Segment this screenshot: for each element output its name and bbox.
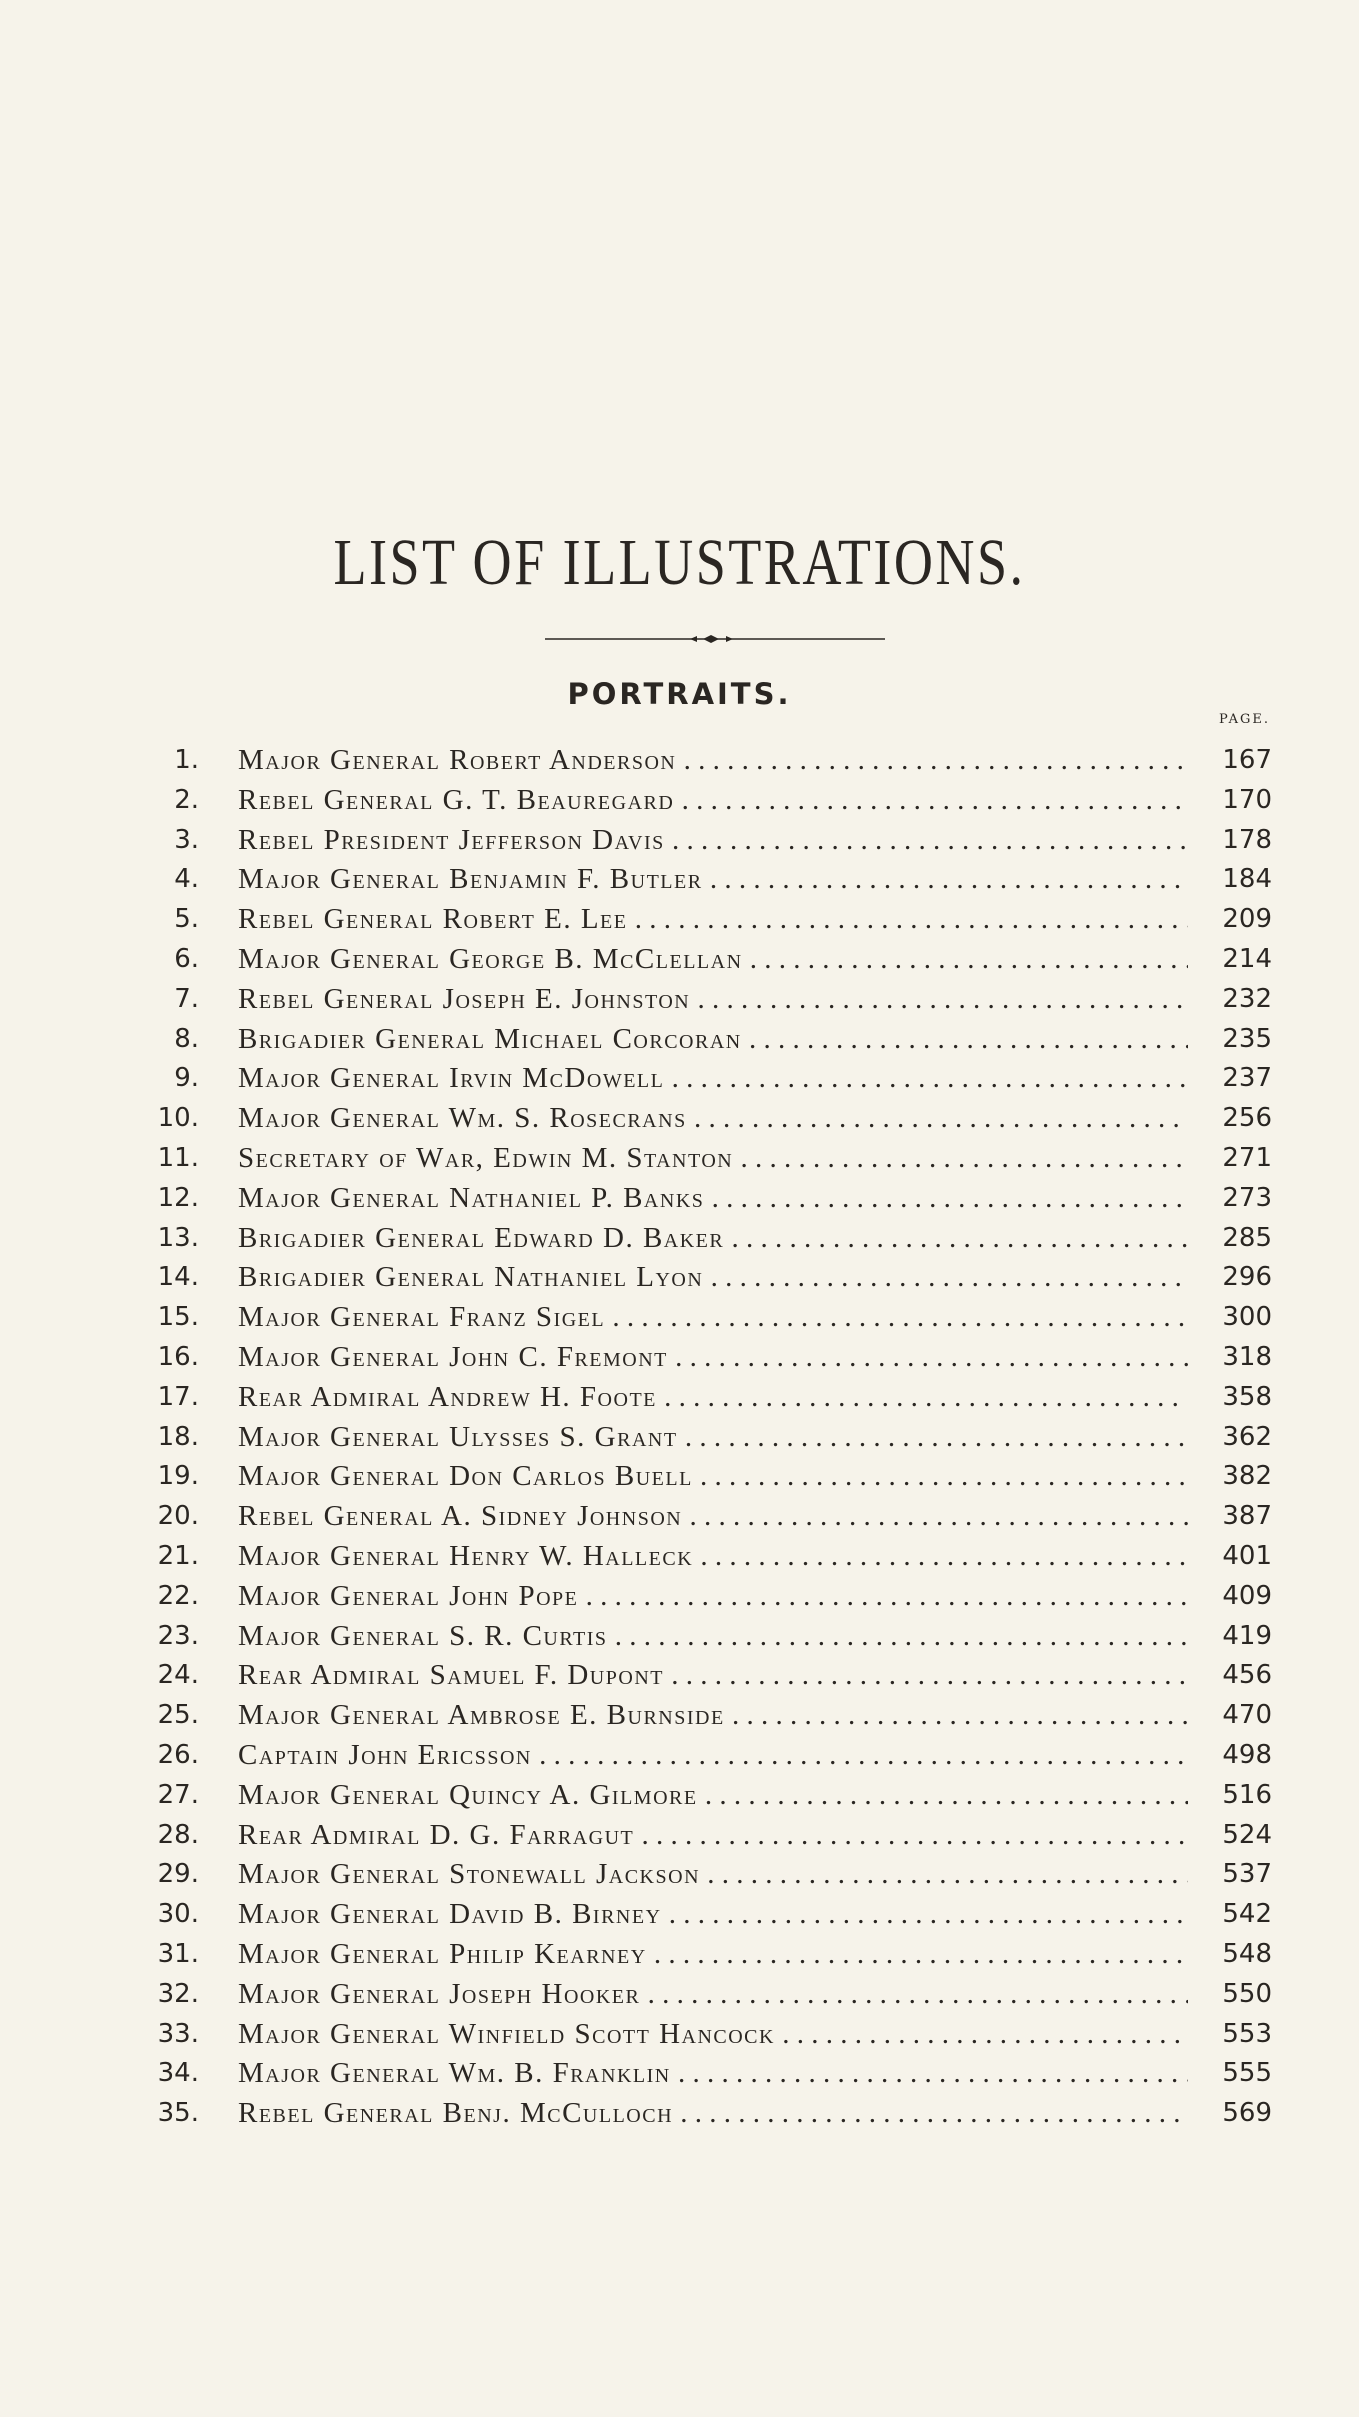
entry-number: 27. [157,1779,199,1810]
entry-page-number: 419 [1198,1617,1272,1657]
entry-title: Major General Nathaniel P. Banks . . . [238,1179,1188,1219]
entry-page-number: 167 [1198,741,1272,781]
entry-title: Major General Benjamin F. Butler . . . [238,860,1188,900]
list-item [0,821,1359,861]
list-item [0,781,1359,821]
list-item [0,1656,1359,1696]
list-item [0,1855,1359,1895]
entry-page-number: 569 [1198,2094,1272,2134]
list-item [0,2094,1359,2134]
entry-page-number: 209 [1198,900,1272,940]
entry-page-number: 498 [1198,1736,1272,1776]
entry-title: Major General Franz Sigel . . . [238,1298,1188,1338]
ornament-divider [545,633,885,645]
entry-number: 16. [157,1341,199,1372]
entry-title: Major General Henry W. Halleck . . . [238,1537,1188,1577]
entry-page-number: 456 [1198,1656,1272,1696]
entry-page-number: 184 [1198,860,1272,900]
entry-number: 12. [157,1182,199,1213]
entry-number: 3. [174,824,199,855]
entry-page-number: 409 [1198,1577,1272,1617]
entry-title: Rebel President Jefferson Davis . . . [238,821,1188,861]
entry-title: Major General Philip Kearney . . . [238,1935,1188,1975]
list-item [0,1497,1359,1537]
entry-page-number: 387 [1198,1497,1272,1537]
entry-page-number: 273 [1198,1179,1272,1219]
entry-page-number: 401 [1198,1537,1272,1577]
entry-title: Major General S. R. Curtis . . . [238,1617,1188,1657]
entry-page-number: 235 [1198,1020,1272,1060]
entry-page-number: 170 [1198,781,1272,821]
list-item [0,1816,1359,1856]
list-item [0,1736,1359,1776]
entry-title: Major General Robert Anderson . . . [238,741,1188,781]
list-item [0,1696,1359,1736]
entry-title: Rear Admiral D. G. Farragut . . . [238,1816,1188,1856]
entry-title: Major General Stonewall Jackson . . . [238,1855,1188,1895]
list-item [0,1020,1359,1060]
list-item [0,1537,1359,1577]
entry-page-number: 358 [1198,1378,1272,1418]
entry-title: Major General George B. McClellan . . . [238,940,1188,980]
entry-page-number: 256 [1198,1099,1272,1139]
entry-number: 35. [157,2098,199,2129]
entry-title: Major General Ambrose E. Burnside . . . [238,1696,1188,1736]
list-item [0,980,1359,1020]
list-item [0,940,1359,980]
entry-title: Secretary of War, Edwin M. Stanton . . . [238,1139,1188,1179]
list-item [0,1617,1359,1657]
entry-number: 29. [157,1859,199,1890]
entry-number: 21. [157,1540,199,1571]
list-item [0,900,1359,940]
entry-number: 26. [157,1739,199,1770]
list-item [0,1298,1359,1338]
entry-page-number: 542 [1198,1895,1272,1935]
entry-number: 33. [157,2018,199,2049]
entry-page-number: 232 [1198,980,1272,1020]
entry-page-number: 271 [1198,1139,1272,1179]
list-item [0,1258,1359,1298]
entry-page-number: 550 [1198,1975,1272,2015]
section-heading: PORTRAITS. [567,677,792,711]
entry-title: Major General Joseph Hooker . . . [238,1975,1188,2015]
entry-page-number: 214 [1198,940,1272,980]
entry-number: 20. [157,1501,199,1532]
entry-page-number: 285 [1198,1219,1272,1259]
entry-title: Major General Winfield Scott Hancock . . . [238,2015,1188,2055]
entry-number: 31. [157,1938,199,1969]
list-item [0,1577,1359,1617]
entry-number: 23. [157,1620,199,1651]
list-item [0,1935,1359,1975]
entry-page-number: 548 [1198,1935,1272,1975]
entry-number: 1. [174,745,199,775]
entry-page-number: 524 [1198,1816,1272,1856]
entry-page-number: 516 [1198,1776,1272,1816]
entry-title: Major General Wm. B. Franklin . . . [238,2054,1188,2094]
entry-number: 6. [174,943,199,974]
entry-page-number: 470 [1198,1696,1272,1736]
list-item [0,1179,1359,1219]
entry-number: 15. [157,1302,199,1333]
list-item [0,1219,1359,1259]
list-item [0,1338,1359,1378]
entry-title: Rear Admiral Andrew H. Foote . . . [238,1378,1188,1418]
entry-number: 22. [157,1580,199,1611]
entry-title: Rear Admiral Samuel F. Dupont . . . [238,1656,1188,1696]
entry-title: Rebel General Joseph E. Johnston . . . [238,980,1188,1020]
entry-number: 19. [157,1461,199,1492]
list-item [0,1895,1359,1935]
entry-title: Captain John Ericsson . . . [238,1736,1188,1776]
list-item [0,1975,1359,2015]
entry-number: 30. [157,1899,199,1930]
entry-title: Brigadier General Nathaniel Lyon . . . [238,1258,1188,1298]
entry-number: 11. [157,1142,199,1173]
entry-title: Rebel General Benj. McCulloch . . . [238,2094,1188,2134]
entry-number: 7. [174,983,199,1014]
entry-title: Brigadier General Michael Corcoran . . . [238,1020,1188,1060]
entry-title: Major General Wm. S. Rosecrans . . . [238,1099,1188,1139]
entry-title: Major General Ulysses S. Grant . . . [238,1418,1188,1458]
entry-page-number: 555 [1198,2054,1272,2094]
entry-number: 13. [157,1222,199,1253]
list-item [0,1457,1359,1497]
entry-number: 25. [157,1700,199,1731]
entry-page-number: 553 [1198,2015,1272,2055]
entry-number: 34. [157,2058,199,2089]
entry-page-number: 537 [1198,1855,1272,1895]
entry-number: 4. [174,864,199,895]
entry-title: Major General Irvin McDowell . . . [238,1059,1188,1099]
entry-number: 14. [157,1262,199,1293]
page-column-heading: PAGE. [1219,712,1270,727]
list-item [0,1139,1359,1179]
entry-page-number: 178 [1198,821,1272,861]
entry-page-number: 300 [1198,1298,1272,1338]
list-item [0,741,1359,781]
entry-title: Rebel General G. T. Beauregard . . . [238,781,1188,821]
list-item [0,1776,1359,1816]
entry-title: Rebel General A. Sidney Johnson . . . [238,1497,1188,1537]
list-item [0,1378,1359,1418]
entry-title: Major General Don Carlos Buell . . . [238,1457,1188,1497]
illustration-list [0,741,1359,2134]
list-item [0,1099,1359,1139]
entry-title: Major General John Pope . . . [238,1577,1188,1617]
entry-page-number: 382 [1198,1457,1272,1497]
entry-number: 32. [157,1978,199,2009]
entry-page-number: 237 [1198,1059,1272,1099]
entry-title: Rebel General Robert E. Lee . . . [238,900,1188,940]
page-title: LIST OF ILLUSTRATIONS. [333,526,1026,599]
entry-page-number: 318 [1198,1338,1272,1378]
entry-title: Major General Quincy A. Gilmore . . . [238,1776,1188,1816]
entry-number: 18. [157,1421,199,1452]
entry-number: 5. [174,904,199,935]
entry-title: Brigadier General Edward D. Baker . . . [238,1219,1188,1259]
entry-number: 17. [157,1381,199,1412]
entry-number: 9. [174,1063,199,1094]
entry-page-number: 362 [1198,1418,1272,1458]
entry-page-number: 296 [1198,1258,1272,1298]
entry-number: 24. [157,1660,199,1691]
list-item [0,2054,1359,2094]
entry-number: 10. [157,1103,199,1134]
entry-number: 28. [157,1819,199,1850]
list-item [0,1059,1359,1099]
entry-number: 2. [174,784,199,815]
list-item [0,860,1359,900]
entry-title: Major General David B. Birney . . . [238,1895,1188,1935]
entry-number: 8. [174,1023,199,1054]
list-item [0,2015,1359,2055]
entry-title: Major General John C. Fremont . . . [238,1338,1188,1378]
list-item [0,1418,1359,1458]
